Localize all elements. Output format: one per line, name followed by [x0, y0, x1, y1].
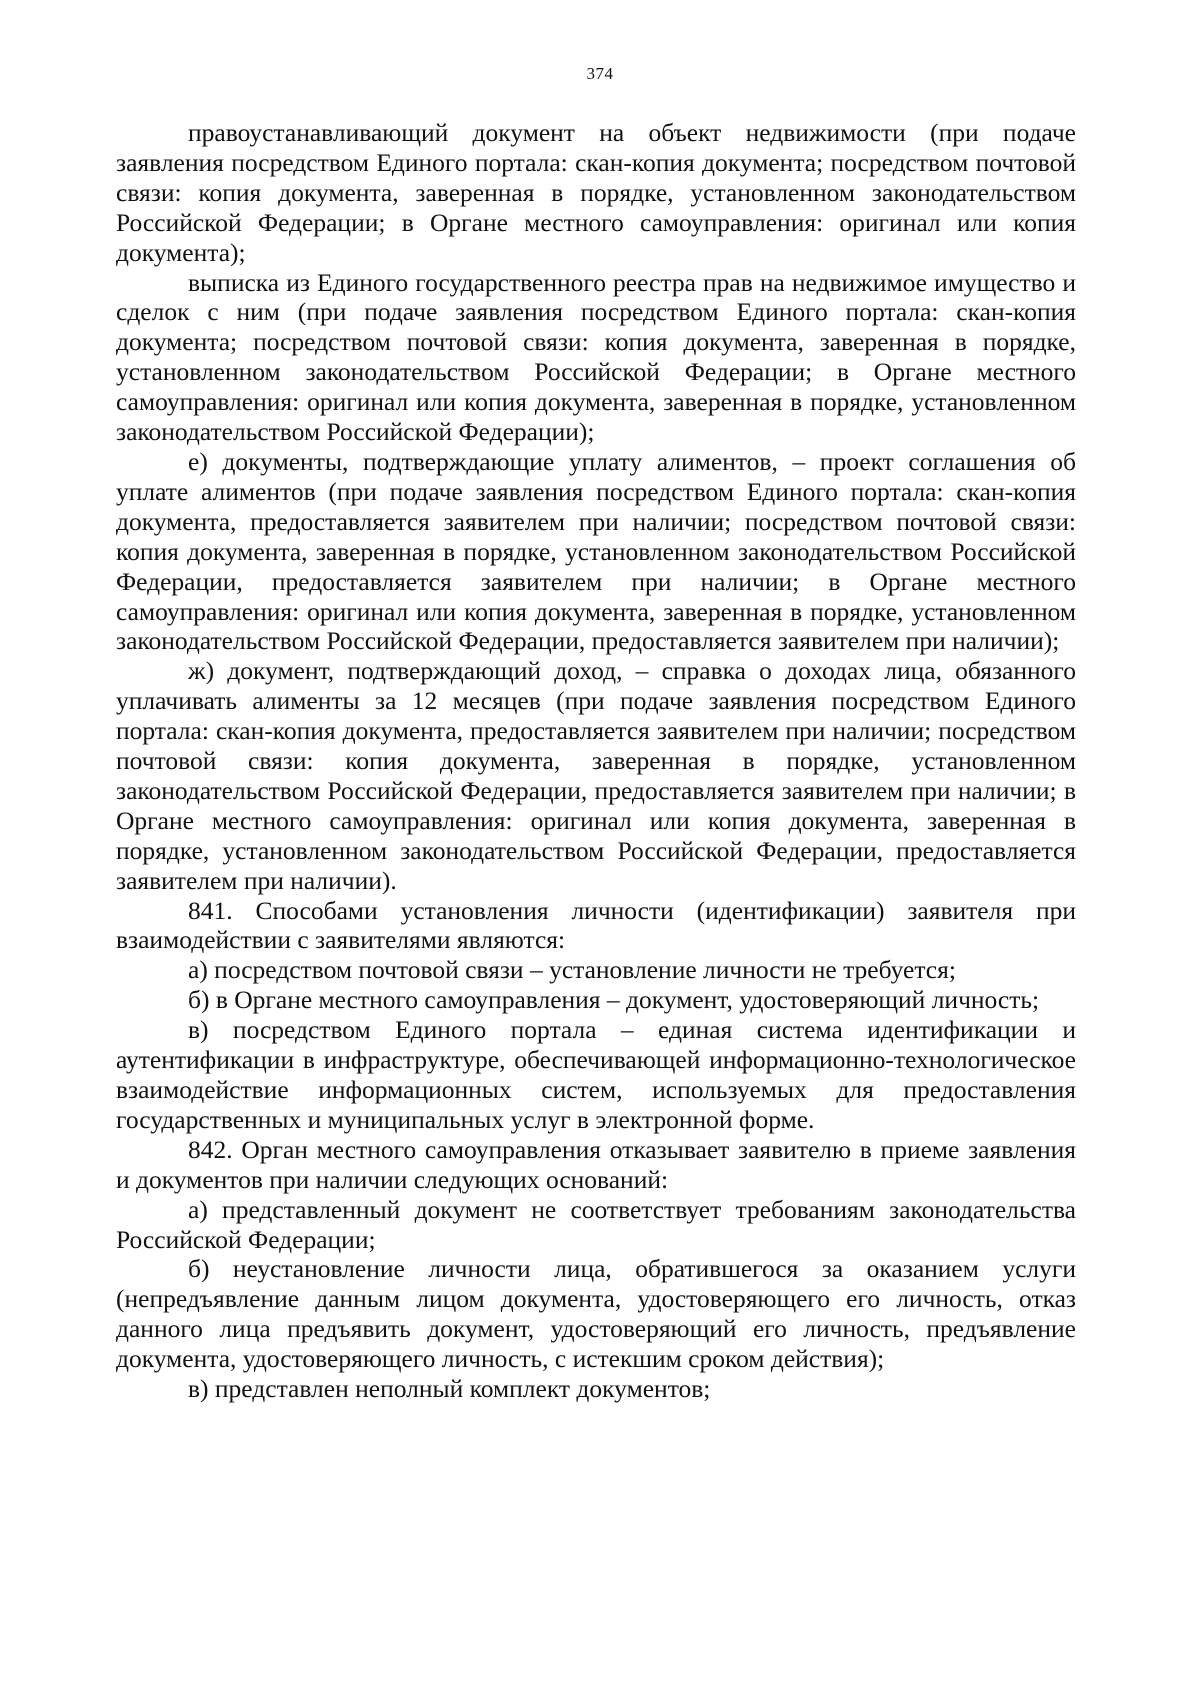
paragraph-841-a: а) посредством почтовой связи – установление личности не требуется;	[188, 955, 956, 985]
paragraph-842-a: а) представленный документ не соответствует требованиям законодательства Российской Федерации;	[116, 1194, 1076, 1254]
paragraph-842-refusal: 842. Орган местного самоуправления отказывает заявителю в приеме заявления и документов при наличии следующих оснований:	[116, 1134, 1076, 1194]
paragraph-841-v: в) посредством Единого портала – единая система идентификации и аутентификации в инфраструктуре, обеспечивающей информационно-технологическое взаимодействие информационных систем, используемых для предоставления государственных и муниципальных услуг в электронной форме.	[116, 1015, 1076, 1134]
paragraph-title-document: правоустанавливающий документ на объект недвижимости (при подаче заявления посредством Единого портала: скан-копия документа; посредством почтовой связи: копия документа, заверенная в порядке, установленном законодательством Российской Федерации; в Органе местного самоуправления: оригинал или копия документа);	[116, 118, 1076, 267]
paragraph-item-e-alimony: е) документы, подтверждающие уплату алиментов, – проект соглашения об уплате алиментов (при подаче заявления посредством Единого портала: скан-копия документа, предоставляется заявителем при наличии; посредством почтовой связи: копия документа, заверенная в порядке, установленном законодательством Российской Федерации, предоставляется заявителем при наличии; в Органе местного самоуправления: оригинал или копия документа, заверенная в порядке, установленном законодательством Российской Федерации, предоставляется заявителем при наличии);	[116, 446, 1076, 656]
paragraph-841-identification: 841. Способами установления личности (идентификации) заявителя при взаимодействии с заявителями являются:	[116, 895, 1076, 955]
paragraph-842-v: в) представлен неполный комплект документов;	[188, 1374, 711, 1404]
paragraph-842-b: б) неустановление личности лица, обратившегося за оказанием услуги (непредъявление данным лицом документа, удостоверяющего его личность, отказ данного лица предъявить документ, удостоверяющий его личность, предъявление документа, удостоверяющего личность, с истекшим сроком действия);	[116, 1254, 1076, 1374]
paragraph-item-zh-income: ж) документ, подтверждающий доход, – справка о доходах лица, обязанного уплачивать алименты за 12 месяцев (при подаче заявления посредством Единого портала: скан-копия документа, предоставляется заявителем при наличии; посредством почтовой связи: копия документа, заверенная в порядке, установленном законодательством Российской Федерации, предоставляется заявителем при наличии; в Органе местного самоуправления: оригинал или копия документа, заверенная в порядке, установленном законодательством Российской Федерации, предоставляется заявителем при наличии).	[116, 656, 1076, 895]
paragraph-registry-extract: выписка из Единого государственного реестра прав на недвижимое имущество и сделок с ним (при подаче заявления посредством Единого портала: скан-копия документа; посредством почтовой связи: копия документа, заверенная в порядке, установленном законодательством Российской Федерации; в Органе местного самоуправления: оригинал или копия документа, заверенная в порядке, установленном законодательством Российской Федерации);	[116, 267, 1076, 447]
paragraph-841-b: б) в Органе местного самоуправления – документ, удостоверяющий личность;	[188, 985, 1040, 1015]
document-body	[116, 118, 1076, 1404]
page-number: 374	[586, 64, 614, 83]
